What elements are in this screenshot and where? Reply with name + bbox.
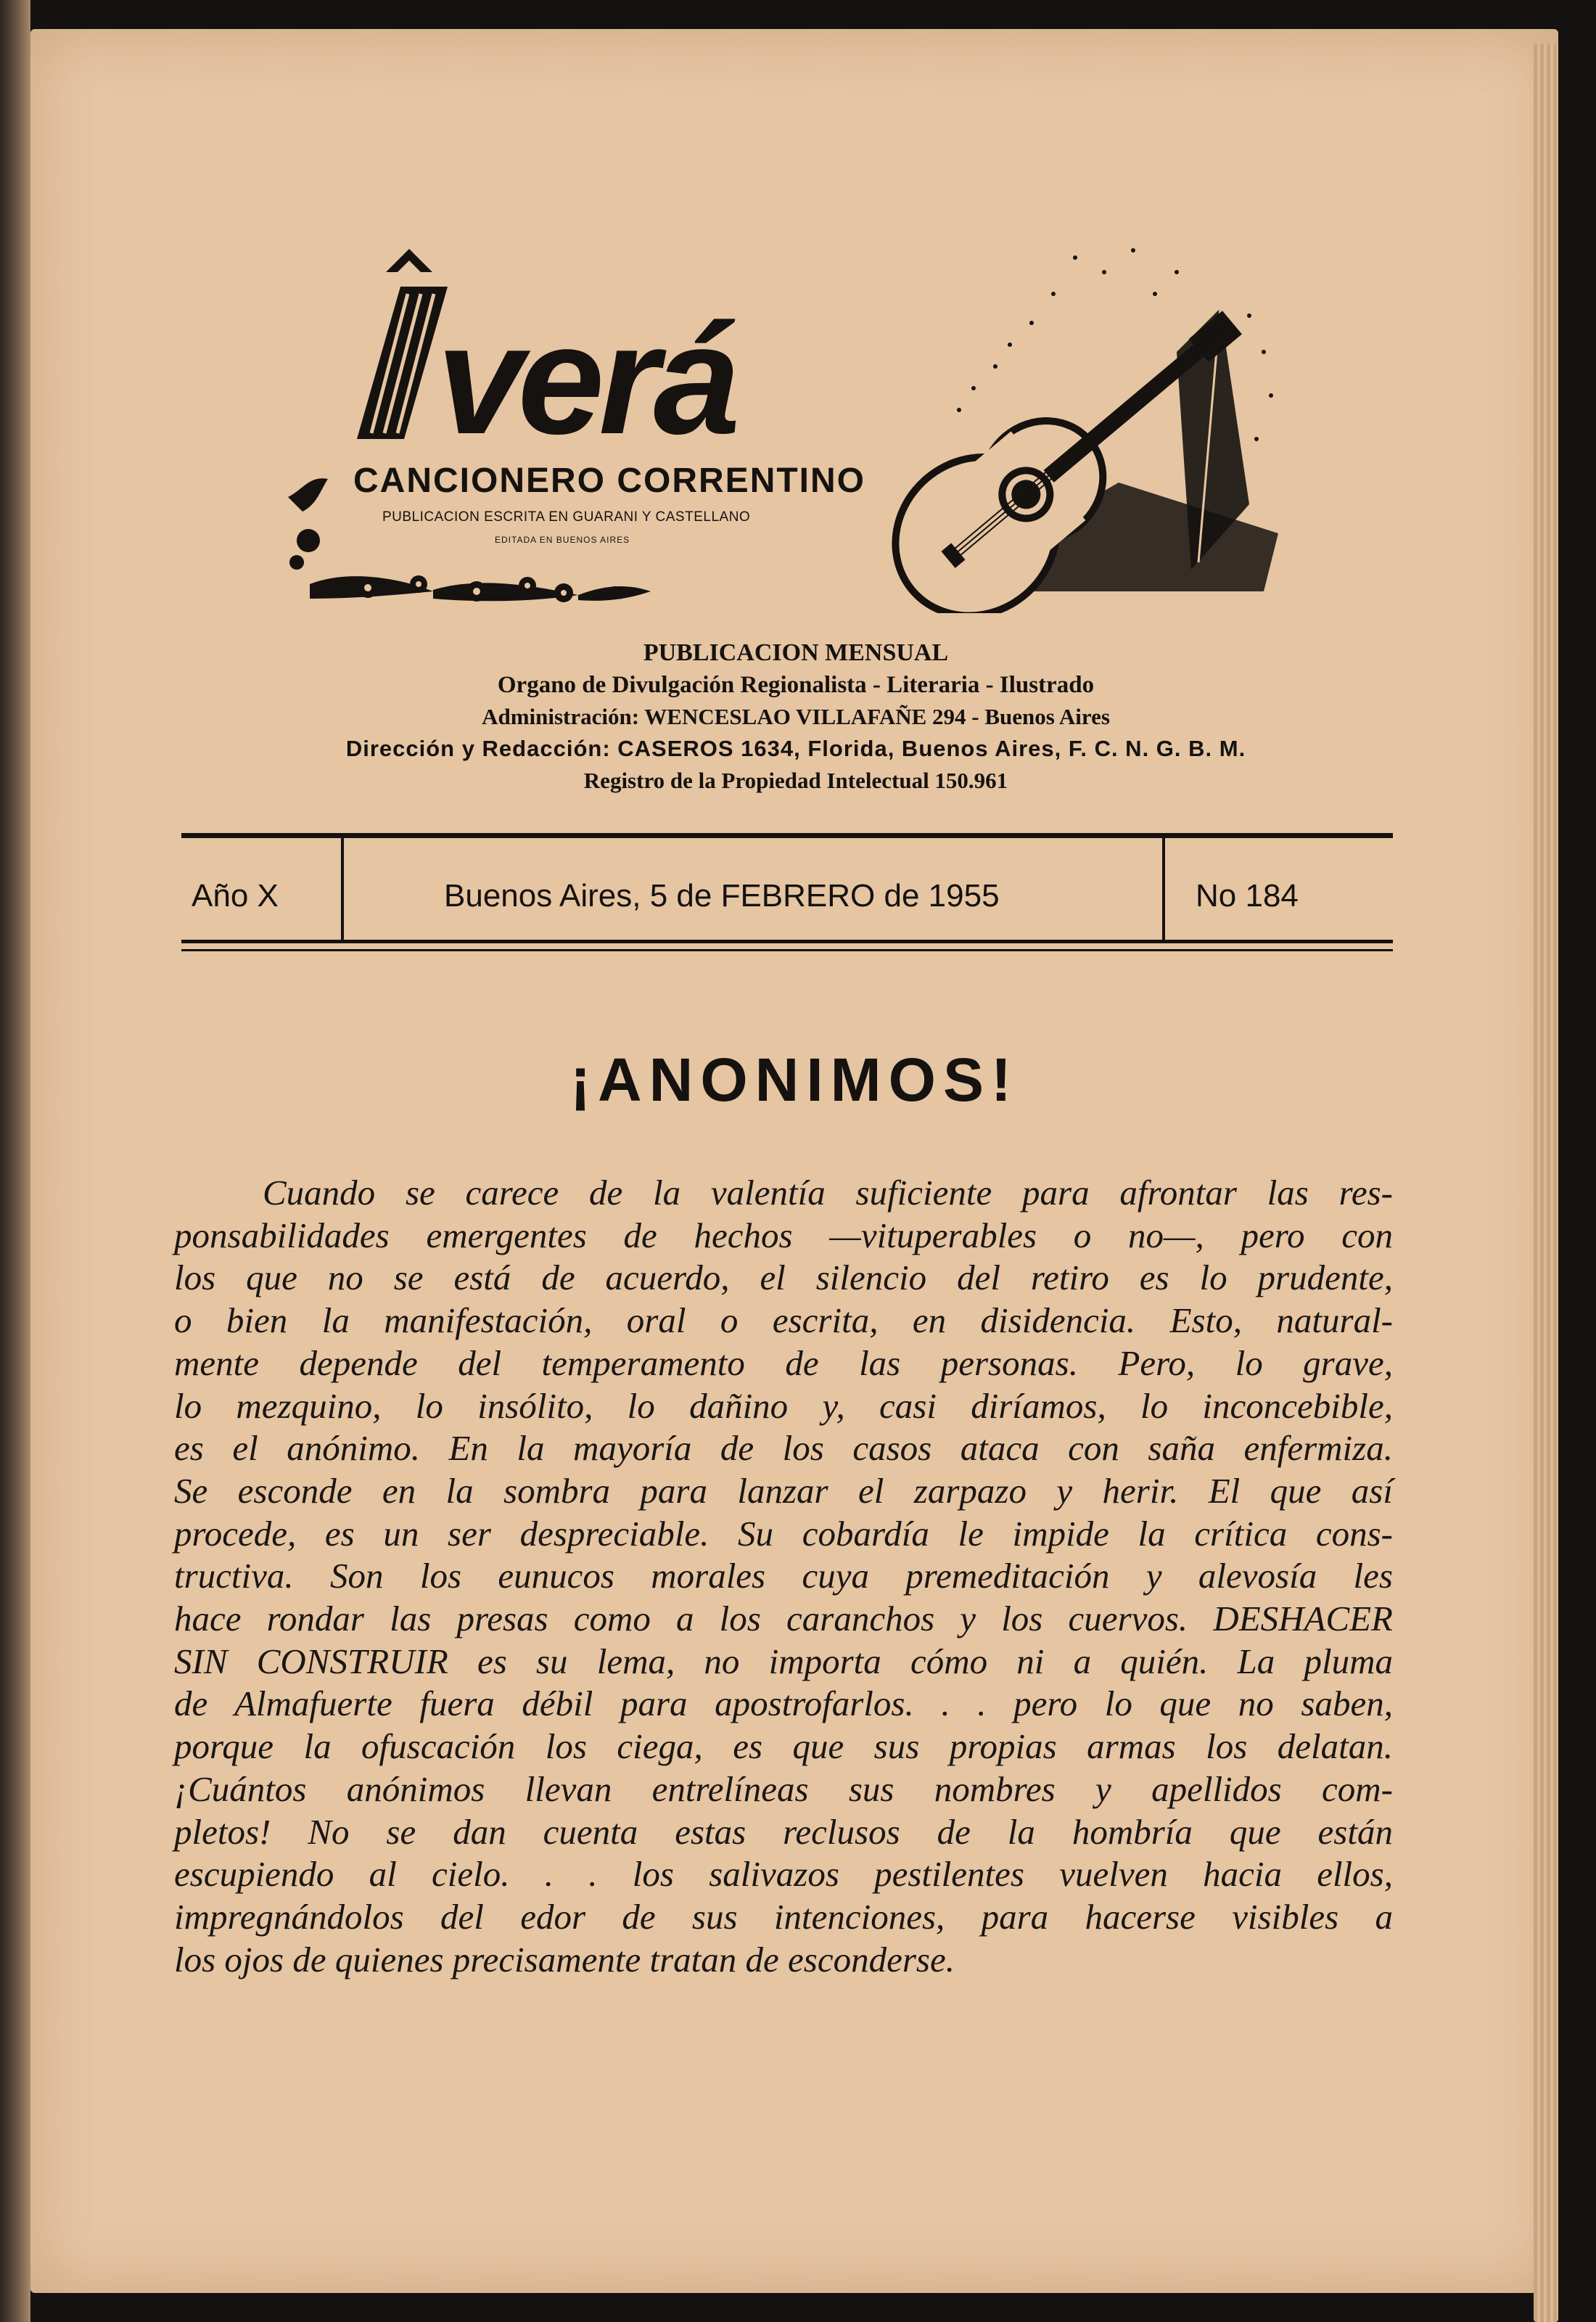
masthead-subtitle: CANCIONERO CORRENTINO xyxy=(353,461,866,500)
article-line: ponsabilidades emergentes de hechos —vituperables o no—, pero con xyxy=(174,1215,1393,1255)
issue-bar-double-rule xyxy=(181,949,1393,951)
issue-date: Buenos Aires, 5 de FEBRERO de 1955 xyxy=(444,878,1000,914)
svg-text:verá: verá xyxy=(437,292,735,461)
issue-bar-top-rule xyxy=(181,833,1393,838)
article-line: impregnándolos del edor de sus intenciones, para hacerse visibles a xyxy=(174,1896,1393,1937)
article-line: o bien la manifestación, oral o escrita, en disidencia. Esto, natural- xyxy=(174,1300,1393,1341)
article-line: tructiva. Son los eunucos morales cuya premeditación y alevosía les xyxy=(174,1556,1393,1596)
issue-bar-separator xyxy=(341,838,344,940)
article-line: mente depende del temperamento de las personas. Pero, lo grave, xyxy=(174,1342,1393,1383)
article-title: ¡ANONIMOS! xyxy=(570,1046,1019,1114)
publication-frequency: PUBLICACION MENSUAL xyxy=(643,639,949,666)
book-spine-shadow xyxy=(0,0,30,2322)
article-line: hace rondar las presas como a los caranchos y los cuervos. DESHACER xyxy=(174,1599,1393,1639)
article-line: procede, es un ser despreciable. Su cobardía le impide la crítica cons- xyxy=(174,1513,1393,1554)
article-line: los que no se está de acuerdo, el silencio del retiro es lo prudente, xyxy=(174,1258,1393,1298)
publication-info xyxy=(197,637,1394,797)
article-line: Se esconde en la sombra para lanzar el zarpazo y herir. El que así xyxy=(174,1470,1393,1511)
article-line: porque la ofuscación los ciega, es que sus propias armas los delatan. xyxy=(174,1726,1393,1767)
editorial-address: Dirección y Redacción: CASEROS 1634, Florida, Buenos Aires, F. C. N. G. B. M. xyxy=(345,736,1246,761)
page-stack-edge xyxy=(1534,44,1558,2322)
article-line: de Almafuerte fuera débil para apostrofarlos. . . pero lo que no saben, xyxy=(174,1683,1393,1724)
registry-number: Registro de la Propiedad Intelectual 150.961 xyxy=(583,768,1008,793)
issue-year: Año X xyxy=(192,878,279,914)
iverá-logo xyxy=(328,243,865,461)
guitar-illustration xyxy=(814,229,1293,613)
issue-number: No 184 xyxy=(1196,878,1299,914)
issue-bar-bottom-rule xyxy=(181,940,1393,943)
article-line: ¡Cuántos anónimos llevan entrelíneas sus nombres y apellidos com- xyxy=(174,1768,1393,1809)
article-body xyxy=(174,1172,1393,1981)
article-line: es el anónimo. En la mayoría de los casos ataca con saña enfermiza. xyxy=(174,1428,1393,1469)
article-line: escupiendo al cielo. . . los salivazos pestilentes vuelven hacia ellos, xyxy=(174,1854,1393,1895)
masthead-edition: EDITADA EN BUENOS AIRES xyxy=(495,535,630,545)
article-line: pletos! No se dan cuenta estas reclusos de la hombría que están xyxy=(174,1811,1393,1852)
article-line: los ojos de quienes precisamente tratan de esconderse. xyxy=(174,1939,955,1980)
article-line: Cuando se carece de la valentía suficiente para afrontar las res- xyxy=(263,1173,1393,1213)
magazine-page xyxy=(30,29,1558,2293)
floral-ornament xyxy=(288,468,752,613)
masthead-tagline: PUBLICACION ESCRITA EN GUARANI Y CASTELLANO xyxy=(382,509,751,525)
publication-organ: Organo de Divulgación Regionalista - Literaria - Ilustrado xyxy=(497,672,1095,698)
article-line: SIN CONSTRUIR es su lema, no importa cómo ni a quién. La pluma xyxy=(174,1641,1393,1681)
issue-bar-separator xyxy=(1162,838,1165,940)
article-line: lo mezquino, lo insólito, lo dañino y, casi diríamos, lo inconcebible, xyxy=(174,1385,1393,1426)
administration-address: Administración: WENCESLAO VILLAFAÑE 294 - Buenos Aires xyxy=(482,704,1110,729)
